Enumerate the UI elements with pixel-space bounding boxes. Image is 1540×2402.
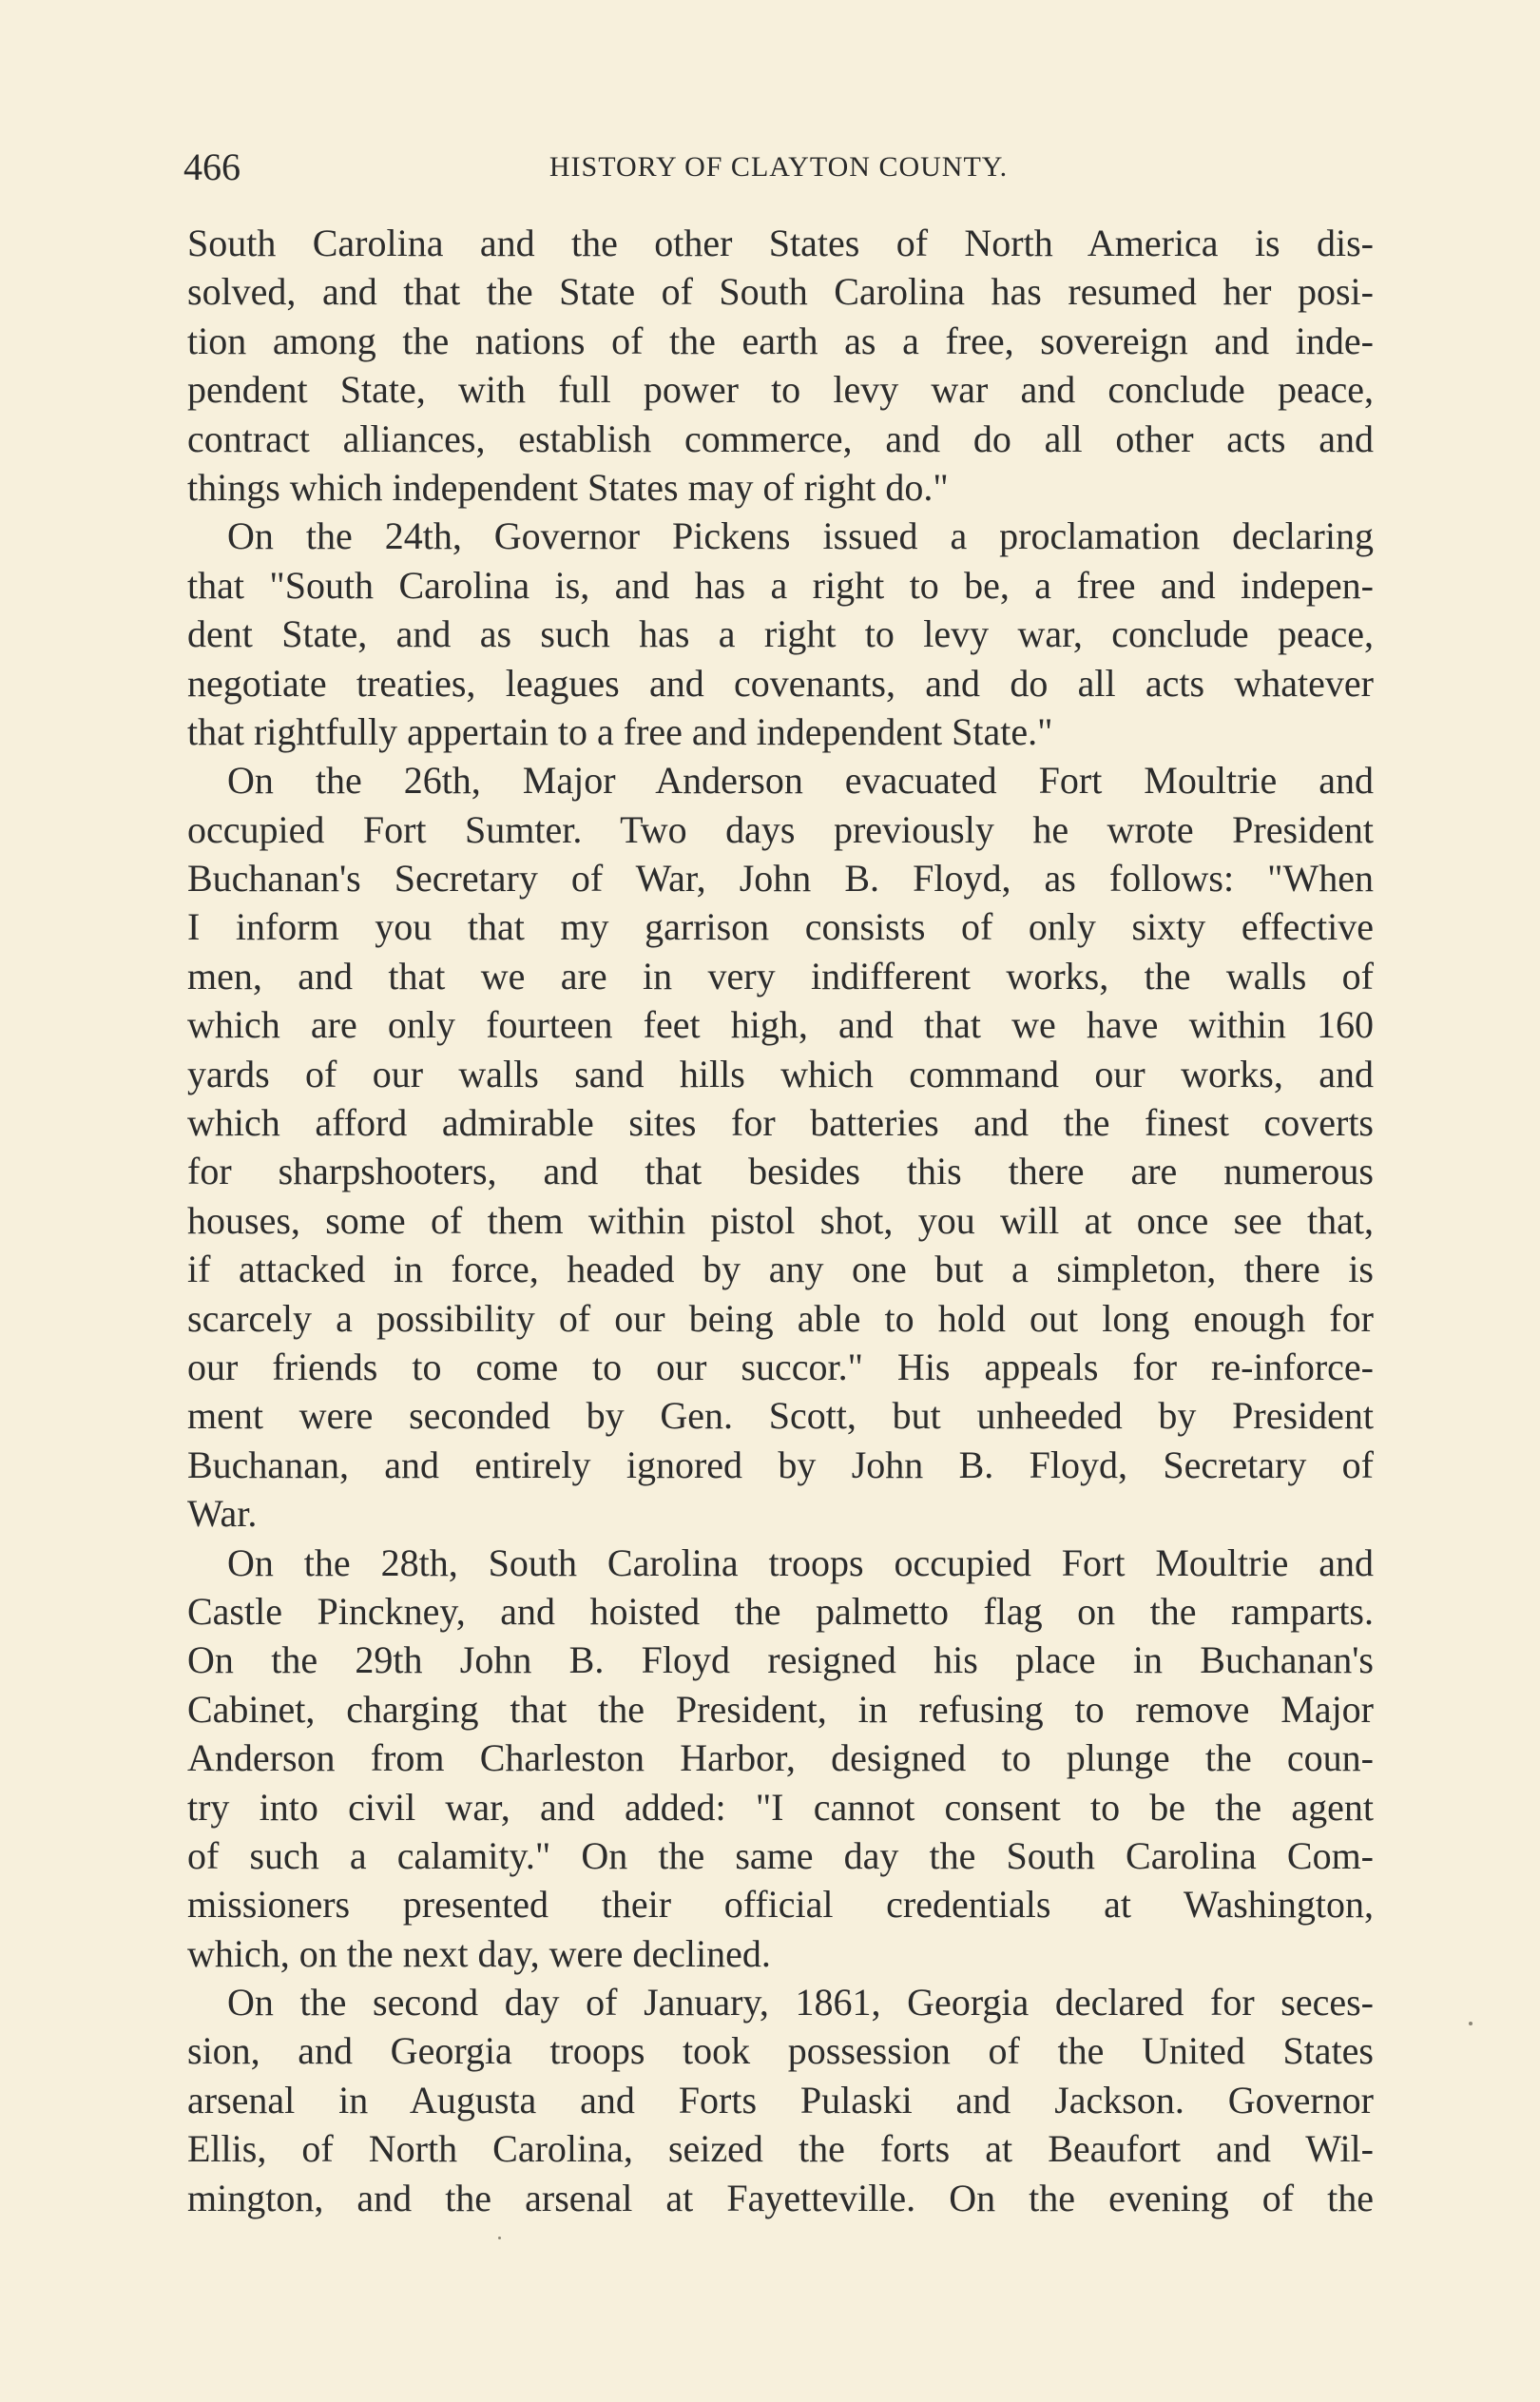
- text-line: mington, and the arsenal at Fayetteville. On the evening of the: [187, 2176, 1374, 2219]
- page-header: [183, 143, 1374, 192]
- text-line: South Carolina and the other States of North America is dis-: [187, 222, 1374, 264]
- text-line: Anderson from Charleston Harbor, designed to plunge the coun-: [187, 1736, 1374, 1780]
- paragraph-first-line: On the second day of January, 1861, Georgia declared for seces-: [227, 1981, 1374, 2024]
- text-line: which afford admirable sites for batteries and the finest coverts: [187, 1101, 1374, 1145]
- running-head: HISTORY OF CLAYTON COUNTY.: [549, 151, 1009, 183]
- text-line: which are only fourteen feet high, and that we have within 160: [187, 1003, 1374, 1047]
- text-line: I inform you that my garrison consists of only sixty effective: [187, 905, 1374, 949]
- text-line: yards of our walls sand hills which command our works, and: [187, 1052, 1374, 1095]
- ink-speck: [498, 2237, 501, 2239]
- text-line: our friends to come to our succor." His appeals for re-inforce-: [187, 1345, 1374, 1388]
- text-line: tion among the nations of the earth as a free, sovereign and inde-: [187, 319, 1374, 362]
- text-line: scarcely a possibility of our being able to hold out long enough for: [187, 1296, 1374, 1340]
- text-line: solved, and that the State of South Carolina has resumed her posi-: [187, 270, 1374, 314]
- text-line: Cabinet, charging that the President, in refusing to remove Major: [187, 1687, 1374, 1731]
- ink-speck: [1469, 2022, 1473, 2025]
- text-line: Buchanan, and entirely ignored by John B. Floyd, Secretary of: [187, 1443, 1374, 1486]
- text-line: Castle Pinckney, and hoisted the palmetto flag on the ramparts.: [187, 1589, 1374, 1633]
- text-line: missioners presented their official credentials at Washington,: [187, 1883, 1374, 1927]
- text-line: that rightfully appertain to a free and independent State.": [187, 709, 1053, 753]
- text-line: men, and that we are in very indifferent works, the walls of: [187, 954, 1374, 998]
- paragraph-first-line: On the 28th, South Carolina troops occupied Fort Moultrie and: [227, 1540, 1374, 1584]
- text-line: War.: [187, 1492, 258, 1536]
- text-line: occupied Fort Sumter. Two days previously he wrote President: [187, 807, 1374, 851]
- body-text: [187, 219, 1374, 2222]
- text-line: ment were seconded by Gen. Scott, but unheeded by President: [187, 1394, 1374, 1438]
- text-line: houses, some of them within pistol shot, you will at once see that,: [187, 1198, 1374, 1242]
- text-line: pendent State, with full power to levy war and conclude peace,: [187, 368, 1374, 412]
- text-line: negotiate treaties, leagues and covenants, and do all acts whatever: [187, 661, 1374, 705]
- text-line: Buchanan's Secretary of War, John B. Floyd, as follows: "When: [187, 857, 1374, 901]
- text-line: things which independent States may of right do.": [187, 465, 949, 509]
- paragraph-first-line: On the 24th, Governor Pickens issued a proclamation declaring: [227, 514, 1374, 558]
- text-line: of such a calamity." On the same day the South Carolina Com-: [187, 1833, 1374, 1877]
- text-line: which, on the next day, were declined.: [187, 1931, 771, 1975]
- text-line: for sharpshooters, and that besides this there are numerous: [187, 1150, 1374, 1193]
- paragraph-first-line: On the 26th, Major Anderson evacuated Fort Moultrie and: [227, 759, 1374, 803]
- text-line: try into civil war, and added: "I cannot consent to be the agent: [187, 1785, 1374, 1829]
- text-line: contract alliances, establish commerce, and do all other acts and: [187, 416, 1374, 460]
- text-line: dent State, and as such has a right to levy war, conclude peace,: [187, 612, 1374, 656]
- text-line: that "South Carolina is, and has a right to be, a free and indepen-: [187, 563, 1374, 607]
- text-line: if attacked in force, headed by any one but a simpleton, there is: [187, 1248, 1374, 1291]
- text-line: sion, and Georgia troops took possession of the United States: [187, 2029, 1374, 2073]
- text-line: arsenal in Augusta and Forts Pulaski and Jackson. Governor: [187, 2078, 1374, 2121]
- page-number: 466: [183, 145, 241, 188]
- text-line: Ellis, of North Carolina, seized the forts at Beaufort and Wil-: [187, 2127, 1374, 2171]
- text-line: On the 29th John B. Floyd resigned his place in Buchanan's: [187, 1638, 1374, 1682]
